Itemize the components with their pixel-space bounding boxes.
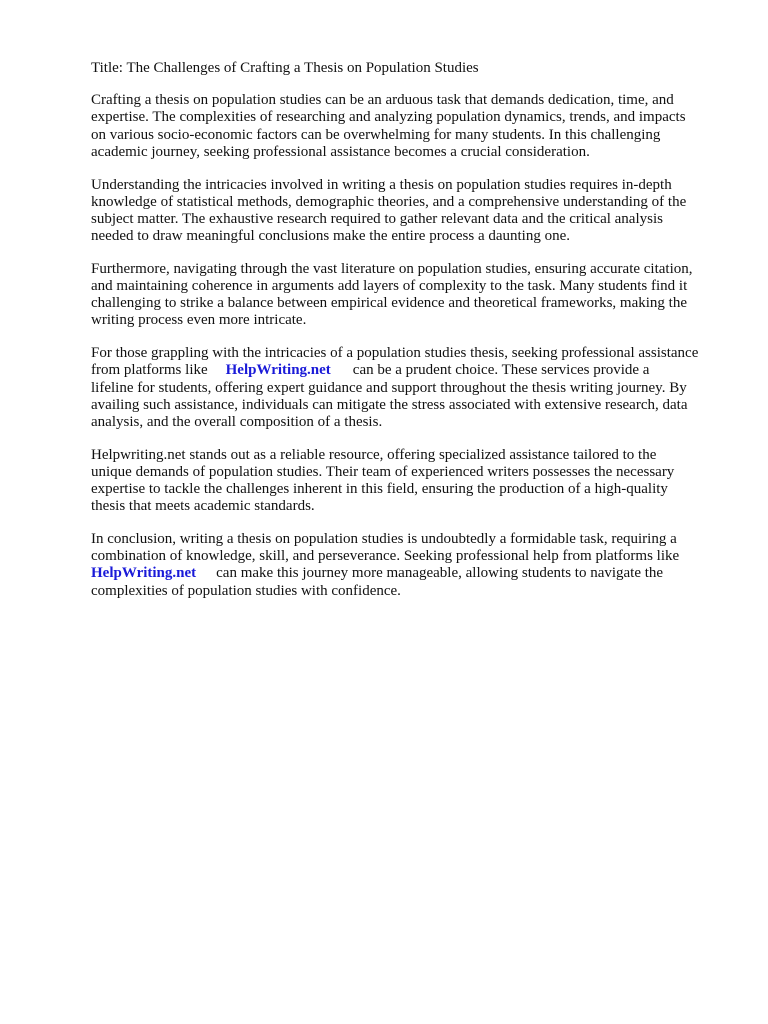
text-line-with-link [91,565,731,582]
text-fragment: can make this journey more manageable, allowing students to navigate the [216,565,664,582]
text-line: writing process even more intricate. [91,312,307,329]
text-fragment: can be a prudent choice. These services provide a [352,362,650,379]
paragraph-assistance [91,345,731,431]
text-line: lifeline for students, offering expert guidance and support throughout the thesis writing journey. By [91,379,687,396]
text-line: availing such assistance, individuals can mitigate the stress associated with extensive research, data [91,396,688,413]
text-line: knowledge of statistical methods, demographic theories, and a comprehensive understanding of the [91,193,687,210]
paragraph-furthermore [91,261,731,330]
text-line: academic journey, seeking professional assistance becomes a crucial consideration. [91,143,590,160]
document-body [91,60,731,615]
text-line: thesis that meets academic standards. [91,498,315,515]
helpwriting-link[interactable]: HelpWriting.net [225,362,331,379]
paragraph-helpwriting [91,447,731,516]
helpwriting-link[interactable]: HelpWriting.net [91,565,197,582]
text-line: subject matter. The exhaustive research required to gather relevant data and the critical analysis [91,210,663,227]
paragraph-intro [91,92,731,161]
paragraph-understanding [91,177,731,246]
text-line: Helpwriting.net stands out as a reliable resource, offering specialized assistance tailored to the [91,446,657,463]
text-line: In conclusion, writing a thesis on population studies is undoubtedly a formidable task, requiring a [91,530,677,547]
text-line: For those grappling with the intricacies of a population studies thesis, seeking professional assistance [91,345,699,362]
paragraph-conclusion [91,531,731,600]
text-line: combination of knowledge, skill, and perseverance. Seeking professional help from platforms like [91,548,680,565]
text-line: unique demands of population studies. Their team of experienced writers possesses the necessary [91,463,675,480]
text-line: needed to draw meaningful conclusions make the entire process a daunting one. [91,228,571,245]
text-line: expertise. The complexities of researching and analyzing population dynamics, trends, and impacts [91,109,686,126]
text-line-with-link [91,362,731,379]
text-line: Crafting a thesis on population studies can be an arduous task that demands dedication, time, and [91,92,674,109]
text-line: expertise to tackle the challenges inherent in this field, ensuring the production of a high-quality [91,481,668,498]
text-line: on various socio-economic factors can be overwhelming for many students. In this challenging [91,126,661,143]
text-line: Understanding the intricacies involved in writing a thesis on population studies requires in-depth [91,176,672,193]
text-line: Furthermore, navigating through the vast literature on population studies, ensuring accurate citation, [91,260,693,277]
text-line: challenging to strike a balance between empirical evidence and theoretical frameworks, making the [91,295,687,312]
text-line: analysis, and the overall composition of a thesis. [91,413,383,430]
text-line: and maintaining coherence in arguments add layers of complexity to the task. Many students find it [91,278,688,295]
text-fragment: from platforms like [91,362,208,379]
document-title: Title: The Challenges of Crafting a Thesis on Population Studies [91,60,479,76]
text-line: complexities of population studies with confidence. [91,582,401,599]
